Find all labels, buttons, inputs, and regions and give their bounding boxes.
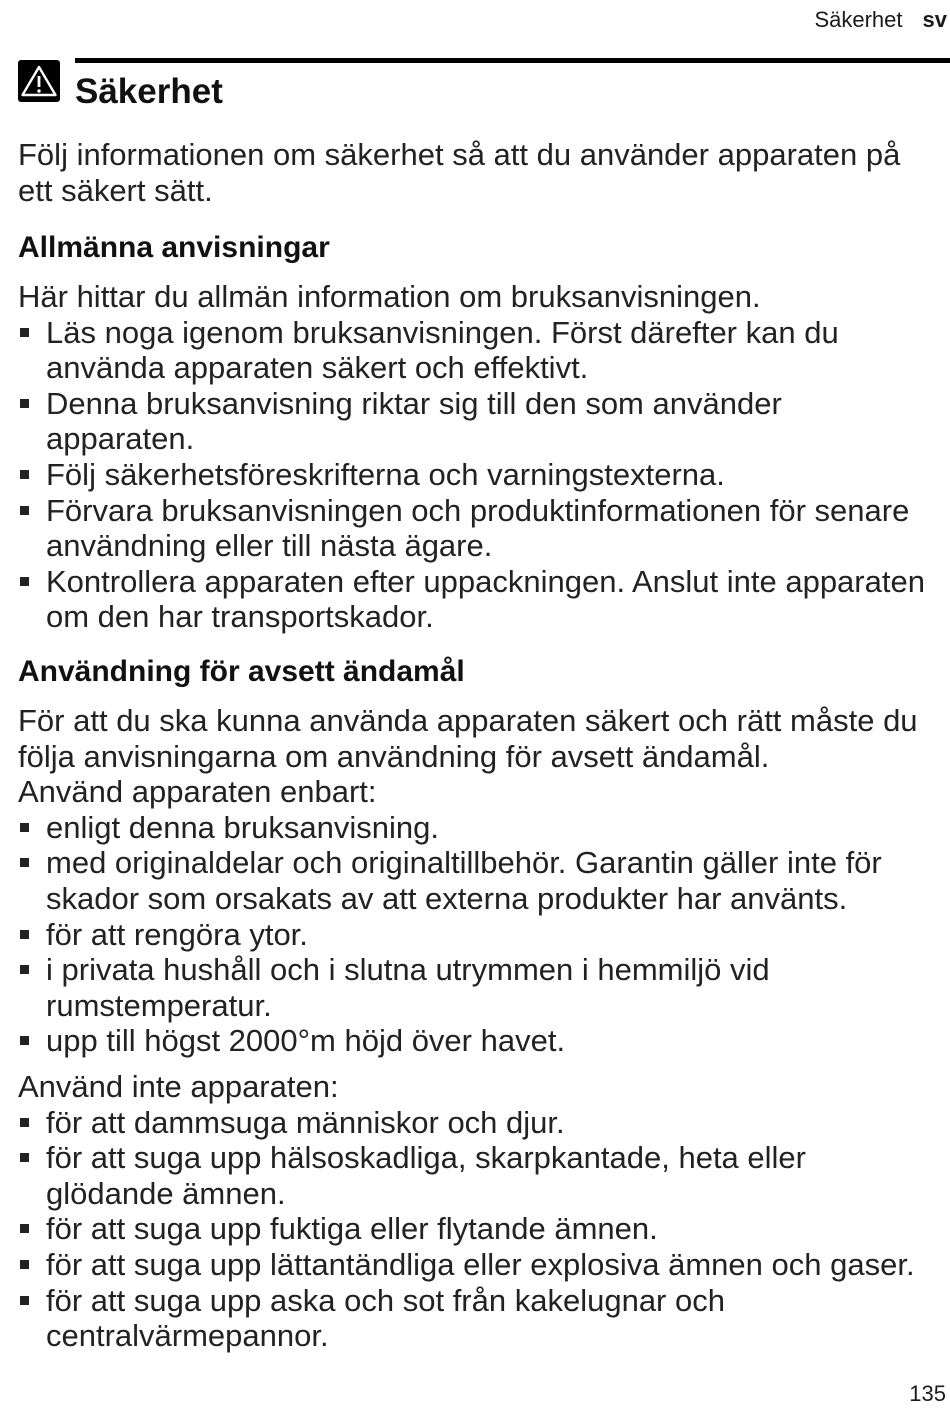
square-bullet-icon — [20, 470, 29, 479]
square-bullet-icon — [20, 1036, 29, 1045]
list-item-line: Läs noga igenom bruksanvisningen. Först därefter kan du — [46, 314, 839, 350]
square-bullet-icon — [20, 577, 29, 586]
intended-use-section — [18, 703, 918, 1059]
list-item — [18, 315, 925, 386]
forbidden-label: Använd inte apparaten: — [18, 1069, 339, 1104]
header-language-code: sv — [922, 7, 947, 32]
list-item-line: Kontrollera apparaten efter uppackningen. Anslut inte apparaten — [46, 563, 925, 599]
list-item — [18, 1283, 915, 1354]
list-item — [18, 1247, 915, 1283]
allowed-list — [18, 810, 918, 1059]
list-item — [18, 386, 925, 457]
square-bullet-icon — [20, 858, 29, 867]
warning-triangle-icon — [18, 60, 60, 102]
header-rule — [75, 58, 950, 63]
list-item-line: användning eller till nästa ägare. — [46, 528, 493, 564]
section-heading-intended-use: Användning för avsett ändamål — [18, 655, 465, 688]
intro-line: Följ informationen om säkerhet så att du använder apparaten på — [18, 137, 901, 172]
intended-use-lead-line: För att du ska kunna använda apparaten säkert och rätt måste du — [18, 703, 918, 738]
square-bullet-icon — [20, 1153, 29, 1162]
square-bullet-icon — [20, 823, 29, 832]
square-bullet-icon — [20, 328, 29, 337]
list-item — [18, 845, 918, 916]
square-bullet-icon — [20, 930, 29, 939]
square-bullet-icon — [20, 1224, 29, 1233]
general-section — [18, 279, 925, 635]
square-bullet-icon — [20, 1118, 29, 1127]
list-item-line: använda apparaten säkert och effektivt. — [46, 350, 589, 386]
list-item-line: för att dammsuga människor och djur. — [46, 1104, 565, 1140]
section-heading-general: Allmänna anvisningar — [18, 231, 330, 264]
list-item-line: för att suga upp aska och sot från kakelugnar och — [46, 1282, 725, 1318]
list-item-line: för att suga upp hälsoskadliga, skarpkantade, heta eller — [46, 1140, 806, 1176]
list-item-line: Förvara bruksanvisningen och produktinformationen för senare — [46, 492, 910, 528]
list-item-line: för att suga upp fuktiga eller flytande ämnen. — [46, 1211, 658, 1247]
list-item — [18, 1023, 918, 1059]
general-lead: Här hittar du allmän information om bruksanvisningen. — [18, 279, 761, 314]
square-bullet-icon — [20, 1260, 29, 1269]
list-item-line: Denna bruksanvisning riktar sig till den som använder — [46, 385, 782, 421]
intended-use-lead-line: följa anvisningarna om användning för avsett ändamål. — [18, 738, 770, 774]
page-number: 135 — [909, 1381, 946, 1406]
list-item-line: apparaten. — [46, 421, 195, 457]
intro-paragraph — [18, 137, 900, 208]
list-item-line: glödande ämnen. — [46, 1175, 286, 1211]
list-item-line: rumstemperatur. — [46, 987, 272, 1023]
square-bullet-icon — [20, 1296, 29, 1305]
general-list — [18, 315, 925, 635]
forbidden-list — [18, 1105, 915, 1354]
list-item-line: med originaldelar och originaltillbehör. Garantin gäller inte för — [46, 845, 882, 881]
list-item — [18, 457, 925, 493]
list-item — [18, 564, 925, 635]
list-item-line: skador som orsakats av att externa produkter har använts. — [46, 880, 848, 916]
list-item — [18, 1105, 915, 1141]
list-item-line: upp till högst 2000°m höjd över havet. — [46, 1023, 566, 1059]
list-item — [18, 1211, 915, 1247]
header-section-title: Säkerhet — [814, 7, 903, 32]
list-item-line: för att suga upp lättantändliga eller explosiva ämnen och gaser. — [46, 1246, 915, 1282]
list-item — [18, 493, 925, 564]
running-header — [814, 8, 947, 32]
list-item-line: enligt denna bruksanvisning. — [46, 809, 439, 845]
allowed-label: Använd apparaten enbart: — [18, 774, 377, 810]
list-item-line: i privata hushåll och i slutna utrymmen i hemmiljö vid — [46, 952, 770, 988]
square-bullet-icon — [20, 506, 29, 515]
list-item-line: om den har transportskador. — [46, 599, 434, 635]
list-item-line: för att rengöra ytor. — [46, 916, 308, 952]
list-item — [18, 917, 918, 953]
list-item — [18, 952, 918, 1023]
list-item — [18, 810, 918, 846]
forbidden-use-section — [18, 1069, 915, 1354]
square-bullet-icon — [20, 965, 29, 974]
list-item — [18, 1140, 915, 1211]
list-item-line: Följ säkerhetsföreskrifterna och varningstexterna. — [46, 456, 725, 492]
intro-line: ett säkert sätt. — [18, 172, 213, 208]
page-title: Säkerhet — [75, 72, 223, 111]
square-bullet-icon — [20, 399, 29, 408]
list-item-line: centralvärmepannor. — [46, 1318, 329, 1354]
